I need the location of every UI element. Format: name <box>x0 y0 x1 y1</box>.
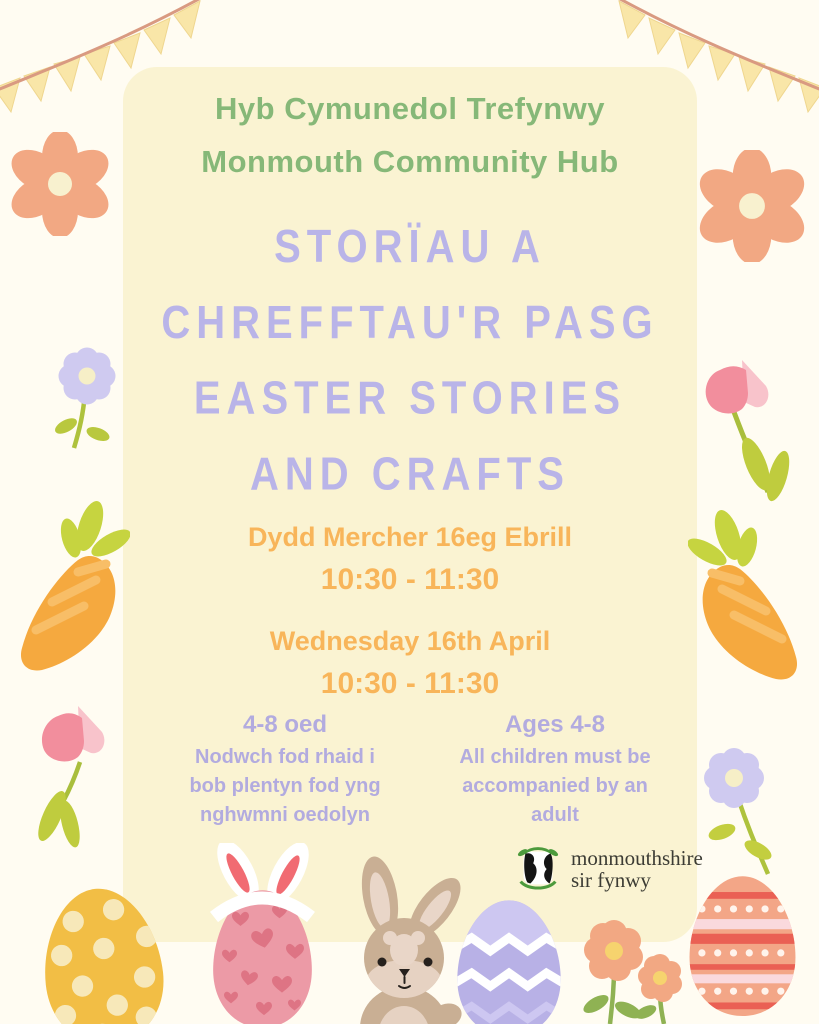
schedule-time-english: 10:30 - 11:30 <box>320 667 500 700</box>
bunting-garland-icon <box>590 0 819 136</box>
easter-egg-bunny-ears-icon <box>200 843 325 1024</box>
age-info-welsh <box>149 707 421 830</box>
schedule-time-welsh: 10:30 - 11:30 <box>320 563 500 596</box>
org-title-welsh: Hyb Cymunedol Trefynwy <box>215 91 605 126</box>
logo-line-welsh: sir fynwy <box>571 868 651 892</box>
event-title <box>123 209 697 513</box>
event-title-line: AND CRAFTS <box>250 449 570 500</box>
org-title-english: Monmouth Community Hub <box>201 144 619 179</box>
age-line: Nodwch fod rhaid i <box>195 746 375 768</box>
event-title-line: CHREFFTAU'R PASG <box>161 297 659 349</box>
age-line: nghwmni oedolyn <box>200 804 370 826</box>
carrot-icon <box>688 500 810 692</box>
age-heading-english: Ages 4-8 <box>504 711 606 738</box>
monmouthshire-logo <box>512 843 703 895</box>
schedule-welsh <box>123 517 697 603</box>
age-line: bob plentyn fod yng <box>189 775 381 797</box>
poster-panel <box>123 67 697 942</box>
logo-text <box>571 847 703 891</box>
peach-flower-icon <box>696 150 808 262</box>
lavender-daisy-icon <box>694 744 802 882</box>
event-title-line: STORÏAU A <box>274 221 546 273</box>
easter-egg-polka-icon <box>32 880 174 1024</box>
age-heading-welsh: 4-8 oed <box>242 711 328 738</box>
age-info <box>123 707 697 830</box>
age-line: adult <box>531 804 579 826</box>
peach-flower-icon <box>8 132 112 236</box>
monmouthshire-cow-icon <box>512 843 564 895</box>
tulip-icon <box>694 352 806 502</box>
age-line: All children must be <box>459 746 651 768</box>
schedule <box>123 517 697 725</box>
age-line: accompanied by an <box>462 775 648 797</box>
lavender-daisy-icon <box>48 342 126 454</box>
schedule-date-welsh: Dydd Mercher 16eg Ebrill <box>247 522 573 552</box>
tulip-icon <box>18 700 123 848</box>
event-title-line: EASTER STORIES <box>193 373 627 425</box>
logo-line-english: monmouthshire <box>571 846 703 870</box>
bunting-garland-icon <box>0 0 229 136</box>
carrot-icon <box>8 498 130 676</box>
schedule-english <box>123 621 697 707</box>
peach-daisy-duo-icon <box>572 910 690 1024</box>
easter-egg-striped-icon <box>686 874 799 1016</box>
age-info-english <box>435 707 675 830</box>
bunny-icon <box>338 856 473 1024</box>
schedule-date-english: Wednesday 16th April <box>269 626 551 656</box>
